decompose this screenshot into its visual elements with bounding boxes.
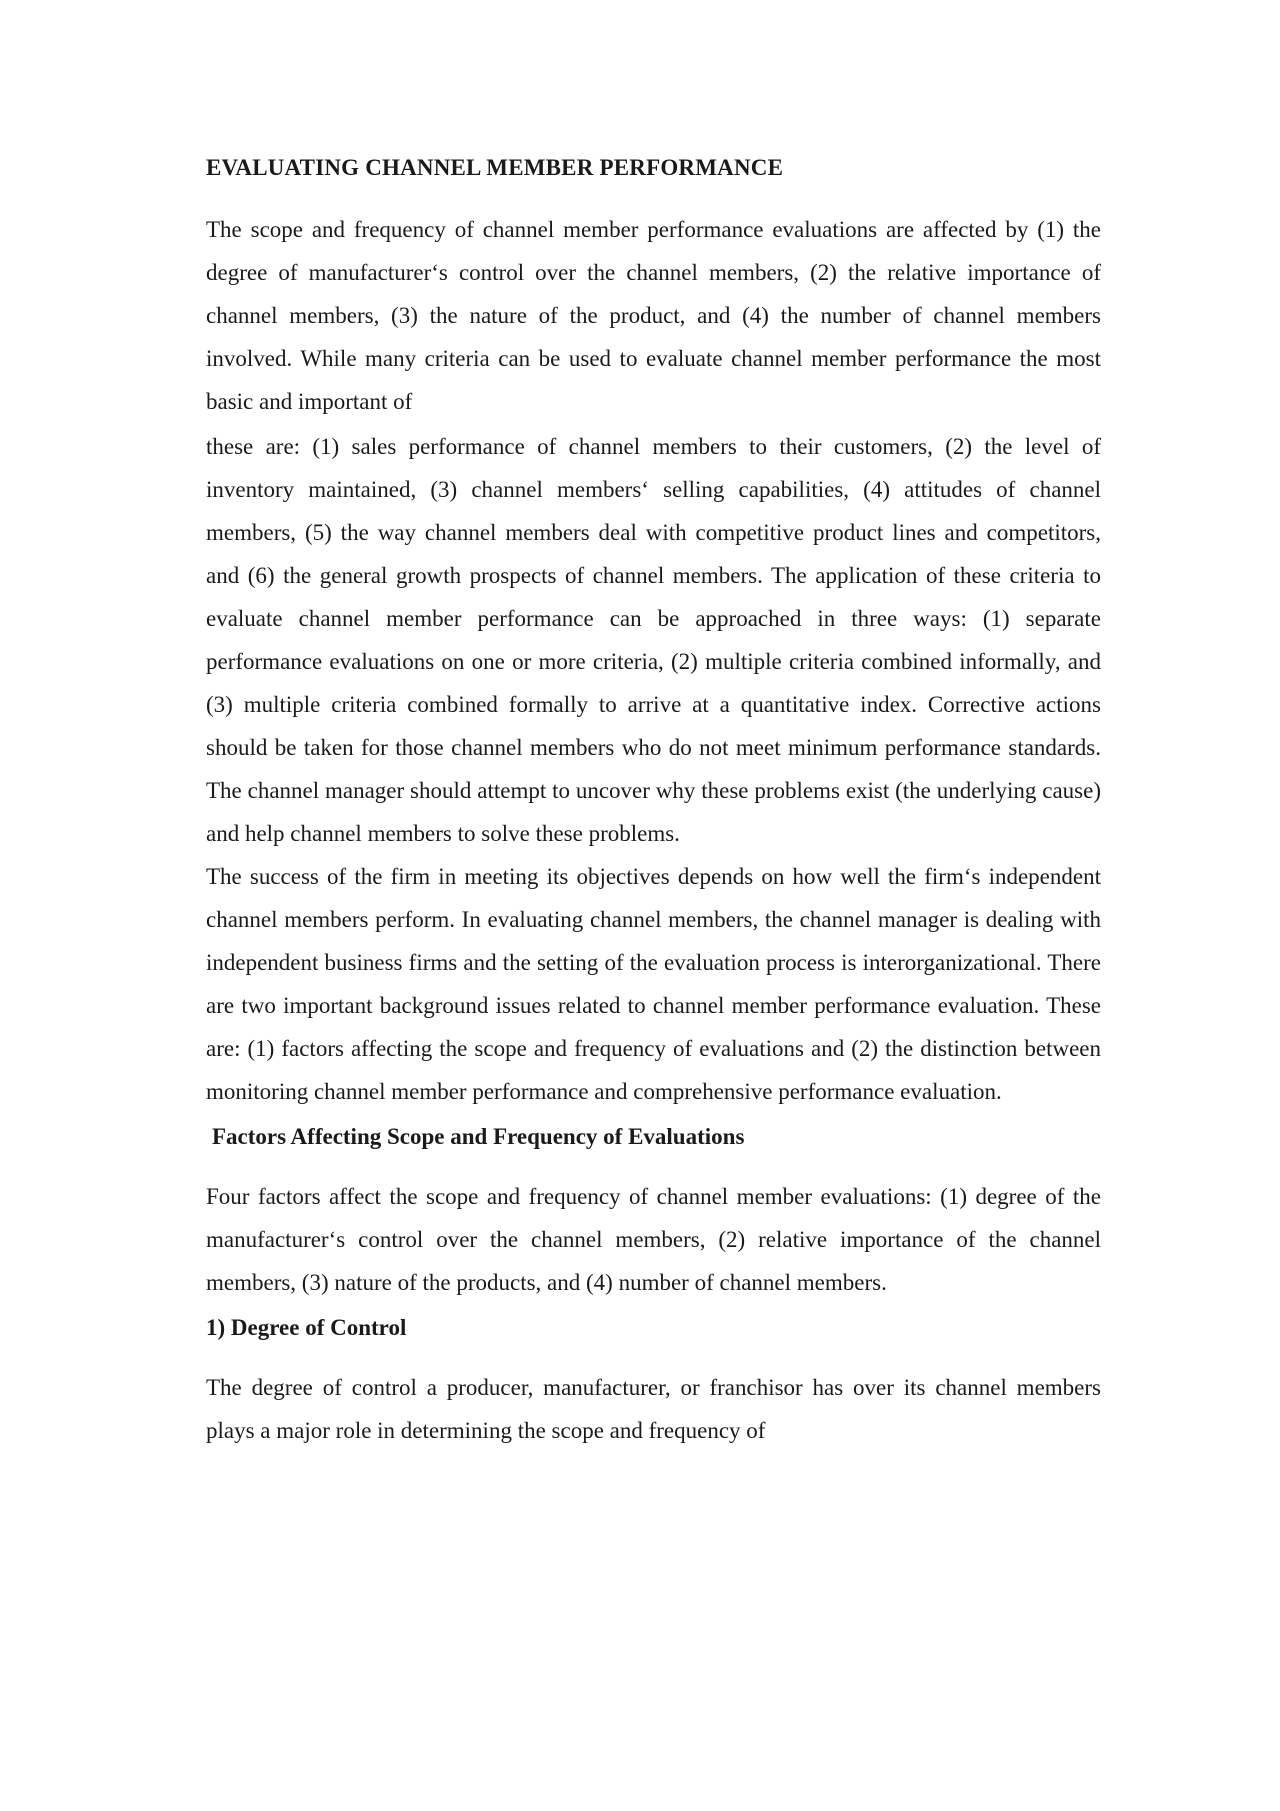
paragraph-scope-frequency: The scope and frequency of channel member performance evaluations are affected by (1) the degree of manufacturer‘s control over the channel members, (2) the relative importance of channel members, (3) the nature of the product, and (4) the number of channel members involved. While many criteria can be used to evaluate channel member performance the most basic and important of (206, 217, 1101, 414)
paragraph-success: The success of the firm in meeting its objectives depends on how well the firm‘s independent channel members perform. In evaluating channel members, the channel manager is dealing with independent business firms and the setting of the evaluation process is interorganizational. There are two important background issues related to channel member performance evaluation. These are: (1) factors affecting the scope and frequency of evaluations and (2) the distinction between monitoring channel member performance and comprehensive performance evaluation. (206, 864, 1101, 1104)
document-page (206, 150, 1101, 1452)
section-heading-factors: Factors Affecting Scope and Frequency of Evaluations (212, 1124, 745, 1149)
paragraph-degree-of-control: The degree of control a producer, manufacturer, or franchisor has over its channel members plays a major role in determining the scope and frequency of (206, 1375, 1101, 1443)
document-title: EVALUATING CHANNEL MEMBER PERFORMANCE (206, 155, 784, 180)
section-heading-degree-of-control: 1) Degree of Control (206, 1315, 407, 1340)
paragraph-criteria: these are: (1) sales performance of channel members to their customers, (2) the level of inventory maintained, (3) channel members‘ selling capabilities, (4) attitudes of channel members, (5) the way channel members deal with competitive product lines and competitors, and (6) the general growth prospects of channel members. The application of these criteria to evaluate channel member performance can be approached in three ways: (1) separate performance evaluations on one or more criteria, (2) multiple criteria combined informally, and (3) multiple criteria combined formally to arrive at a quantitative index. Corrective actions should be taken for those channel members who do not meet minimum performance standards. The channel manager should attempt to uncover why these problems exist (the underlying cause) and help channel members to solve these problems. (206, 434, 1101, 846)
paragraph-four-factors: Four factors affect the scope and frequency of channel member evaluations: (1) degree of the manufacturer‘s control over the channel members, (2) relative importance of the channel members, (3) nature of the products, and (4) number of channel members. (206, 1184, 1101, 1295)
